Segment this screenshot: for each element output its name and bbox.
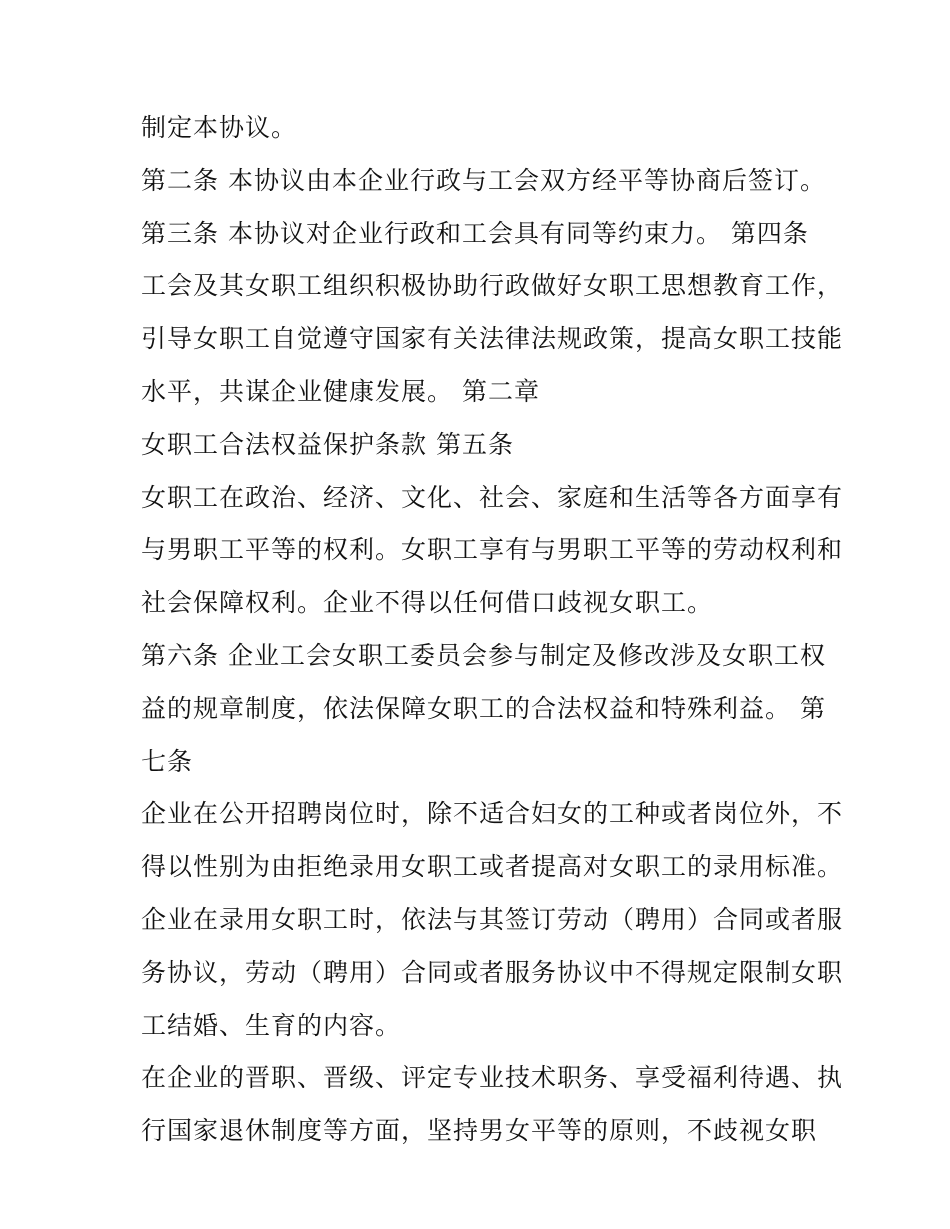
text-line: 引导女职工自觉遵守国家有关法律法规政策，提高女职工技能	[141, 324, 844, 354]
text-line: 制定本协议。	[141, 113, 298, 142]
text-line: 女职工合法权益保护条款 第五条	[141, 429, 514, 459]
document-body	[141, 108, 844, 1164]
text-line: 社会保障权利。企业不得以任何借口歧视女职工。	[141, 588, 714, 618]
text-line: 工结婚、生育的内容。	[141, 1010, 402, 1040]
text-line: 女职工在政治、经济、文化、社会、家庭和生活等各方面享有	[141, 482, 844, 512]
text-line: 务协议，劳动（聘用）合同或者服务协议中不得规定限制女职	[141, 957, 844, 987]
text-line: 第六条 企业工会女职工委员会参与制定及修改涉及女职工权	[141, 640, 826, 670]
text-line: 企业在录用女职工时，依法与其签订劳动（聘用）合同或者服	[141, 904, 844, 934]
text-line: 益的规章制度，依法保障女职工的合法权益和特殊利益。 第	[141, 693, 826, 723]
text-line: 第三条 本协议对企业行政和工会具有同等约束力。 第四条	[141, 218, 809, 248]
text-line: 企业在公开招聘岗位时，除不适合妇女的工种或者岗位外，不	[141, 799, 844, 829]
text-line: 七条	[141, 746, 194, 776]
text-line: 水平，共谋企业健康发展。 第二章	[141, 376, 540, 406]
text-line: 得以性别为由拒绝录用女职工或者提高对女职工的录用标准。	[141, 852, 844, 882]
text-line: 行国家退休制度等方面，坚持男女平等的原则，不歧视女职	[141, 1116, 818, 1146]
text-line: 在企业的晋职、晋级、评定专业技术职务、享受福利待遇、执	[141, 1063, 844, 1093]
text-line: 工会及其女职工组织积极协助行政做好女职工思想教育工作，	[141, 271, 844, 301]
text-line: 第二条 本协议由本企业行政与工会双方经平等协商后签订。	[141, 165, 826, 195]
text-line: 与男职工平等的权利。女职工享有与男职工平等的劳动权利和	[141, 535, 844, 565]
